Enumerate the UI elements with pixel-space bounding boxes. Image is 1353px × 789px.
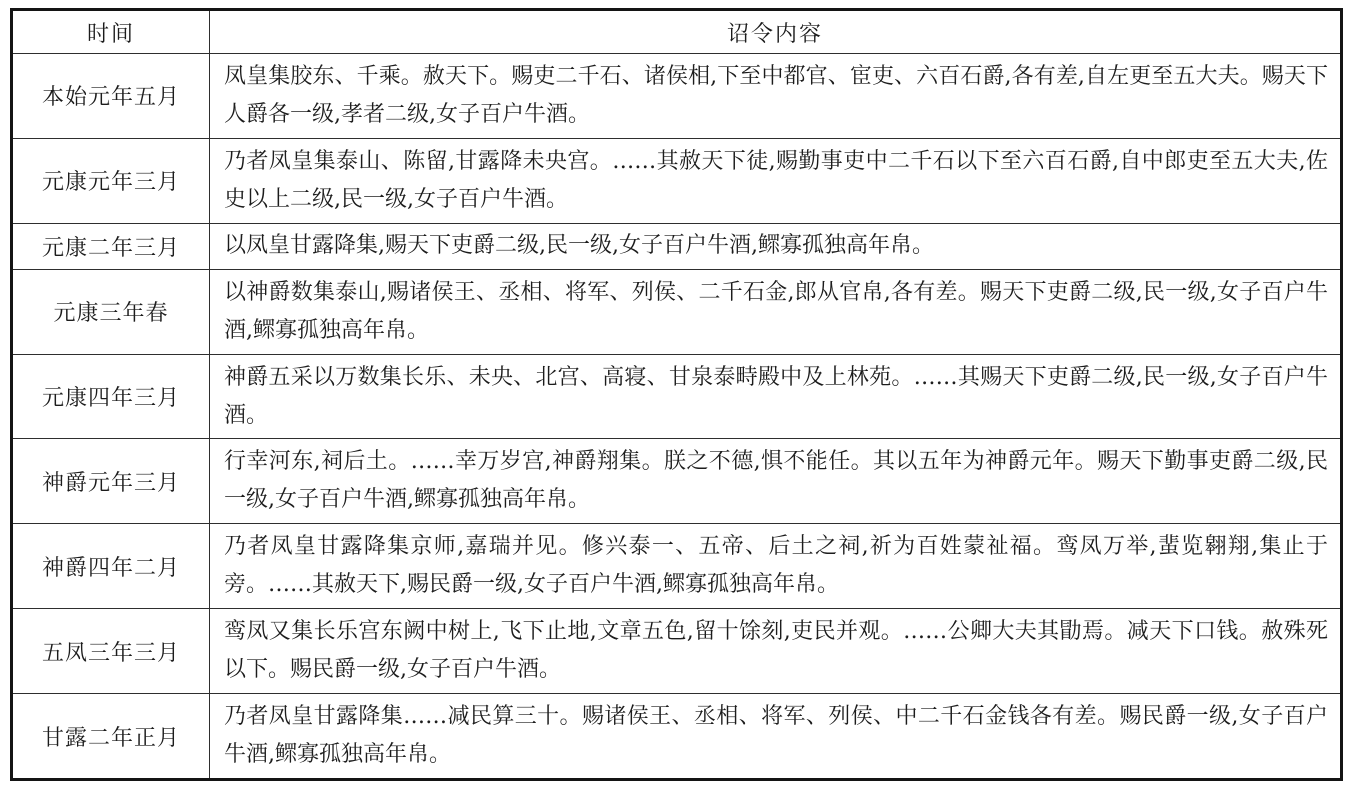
table-row (12, 269, 1342, 354)
time-cell: 元康元年三月 (12, 138, 210, 223)
time-cell: 元康二年三月 (12, 223, 210, 269)
table-row (12, 524, 1342, 609)
column-header-content: 诏令内容 (210, 10, 1342, 54)
table-row (12, 609, 1342, 694)
time-cell: 神爵四年二月 (12, 524, 210, 609)
time-cell: 甘露二年正月 (12, 694, 210, 780)
time-cell: 本始元年五月 (12, 54, 210, 139)
edict-content-cell: 乃者凤皇甘露降集……减民算三十。赐诸侯王、丞相、将军、列侯、中二千石金钱各有差。赐民爵一级,女子百户牛酒,鳏寡孤独高年帛。 (210, 694, 1342, 780)
table-row (12, 138, 1342, 223)
edict-content-cell: 乃者凤皇甘露降集京师,嘉瑞并见。修兴泰一、五帝、后土之祠,祈为百姓蒙祉福。鸾凤万举,蜚览翱翔,集止于旁。……其赦天下,赐民爵一级,女子百户牛酒,鳏寡孤独高年帛。 (210, 524, 1342, 609)
edict-content-cell: 凤皇集胶东、千乘。赦天下。赐吏二千石、诸侯相,下至中都官、宦吏、六百石爵,各有差,自左更至五大夫。赐天下人爵各一级,孝者二级,女子百户牛酒。 (210, 54, 1342, 139)
edict-content-cell: 以神爵数集泰山,赐诸侯王、丞相、将军、列侯、二千石金,郎从官帛,各有差。赐天下吏爵二级,民一级,女子百户牛酒,鳏寡孤独高年帛。 (210, 269, 1342, 354)
table-body (12, 54, 1342, 780)
edict-content-cell: 乃者凤皇集泰山、陈留,甘露降未央宫。……其赦天下徒,赐勤事吏中二千石以下至六百石爵,自中郎吏至五大夫,佐史以上二级,民一级,女子百户牛酒。 (210, 138, 1342, 223)
edict-content-cell: 行幸河东,祠后土。……幸万岁宫,神爵翔集。朕之不德,惧不能任。其以五年为神爵元年。赐天下勤事吏爵二级,民一级,女子百户牛酒,鳏寡孤独高年帛。 (210, 439, 1342, 524)
table-row (12, 439, 1342, 524)
time-cell: 元康四年三月 (12, 354, 210, 439)
time-cell: 元康三年春 (12, 269, 210, 354)
table-row (12, 54, 1342, 139)
column-header-time: 时间 (12, 10, 210, 54)
edict-content-cell: 神爵五采以万数集长乐、未央、北宫、高寝、甘泉泰畤殿中及上林苑。……其赐天下吏爵二级,民一级,女子百户牛酒。 (210, 354, 1342, 439)
time-cell: 神爵元年三月 (12, 439, 210, 524)
table-row (12, 694, 1342, 780)
edict-content-cell: 鸾凤又集长乐宫东阙中树上,飞下止地,文章五色,留十馀刻,吏民并观。……公卿大夫其勖焉。减天下口钱。赦殊死以下。赐民爵一级,女子百户牛酒。 (210, 609, 1342, 694)
edict-content-cell: 以凤皇甘露降集,赐天下吏爵二级,民一级,女子百户牛酒,鳏寡孤独高年帛。 (210, 223, 1342, 269)
table-row (12, 223, 1342, 269)
table-row (12, 354, 1342, 439)
header-row (12, 10, 1342, 54)
time-cell: 五凤三年三月 (12, 609, 210, 694)
edict-table (10, 8, 1343, 781)
